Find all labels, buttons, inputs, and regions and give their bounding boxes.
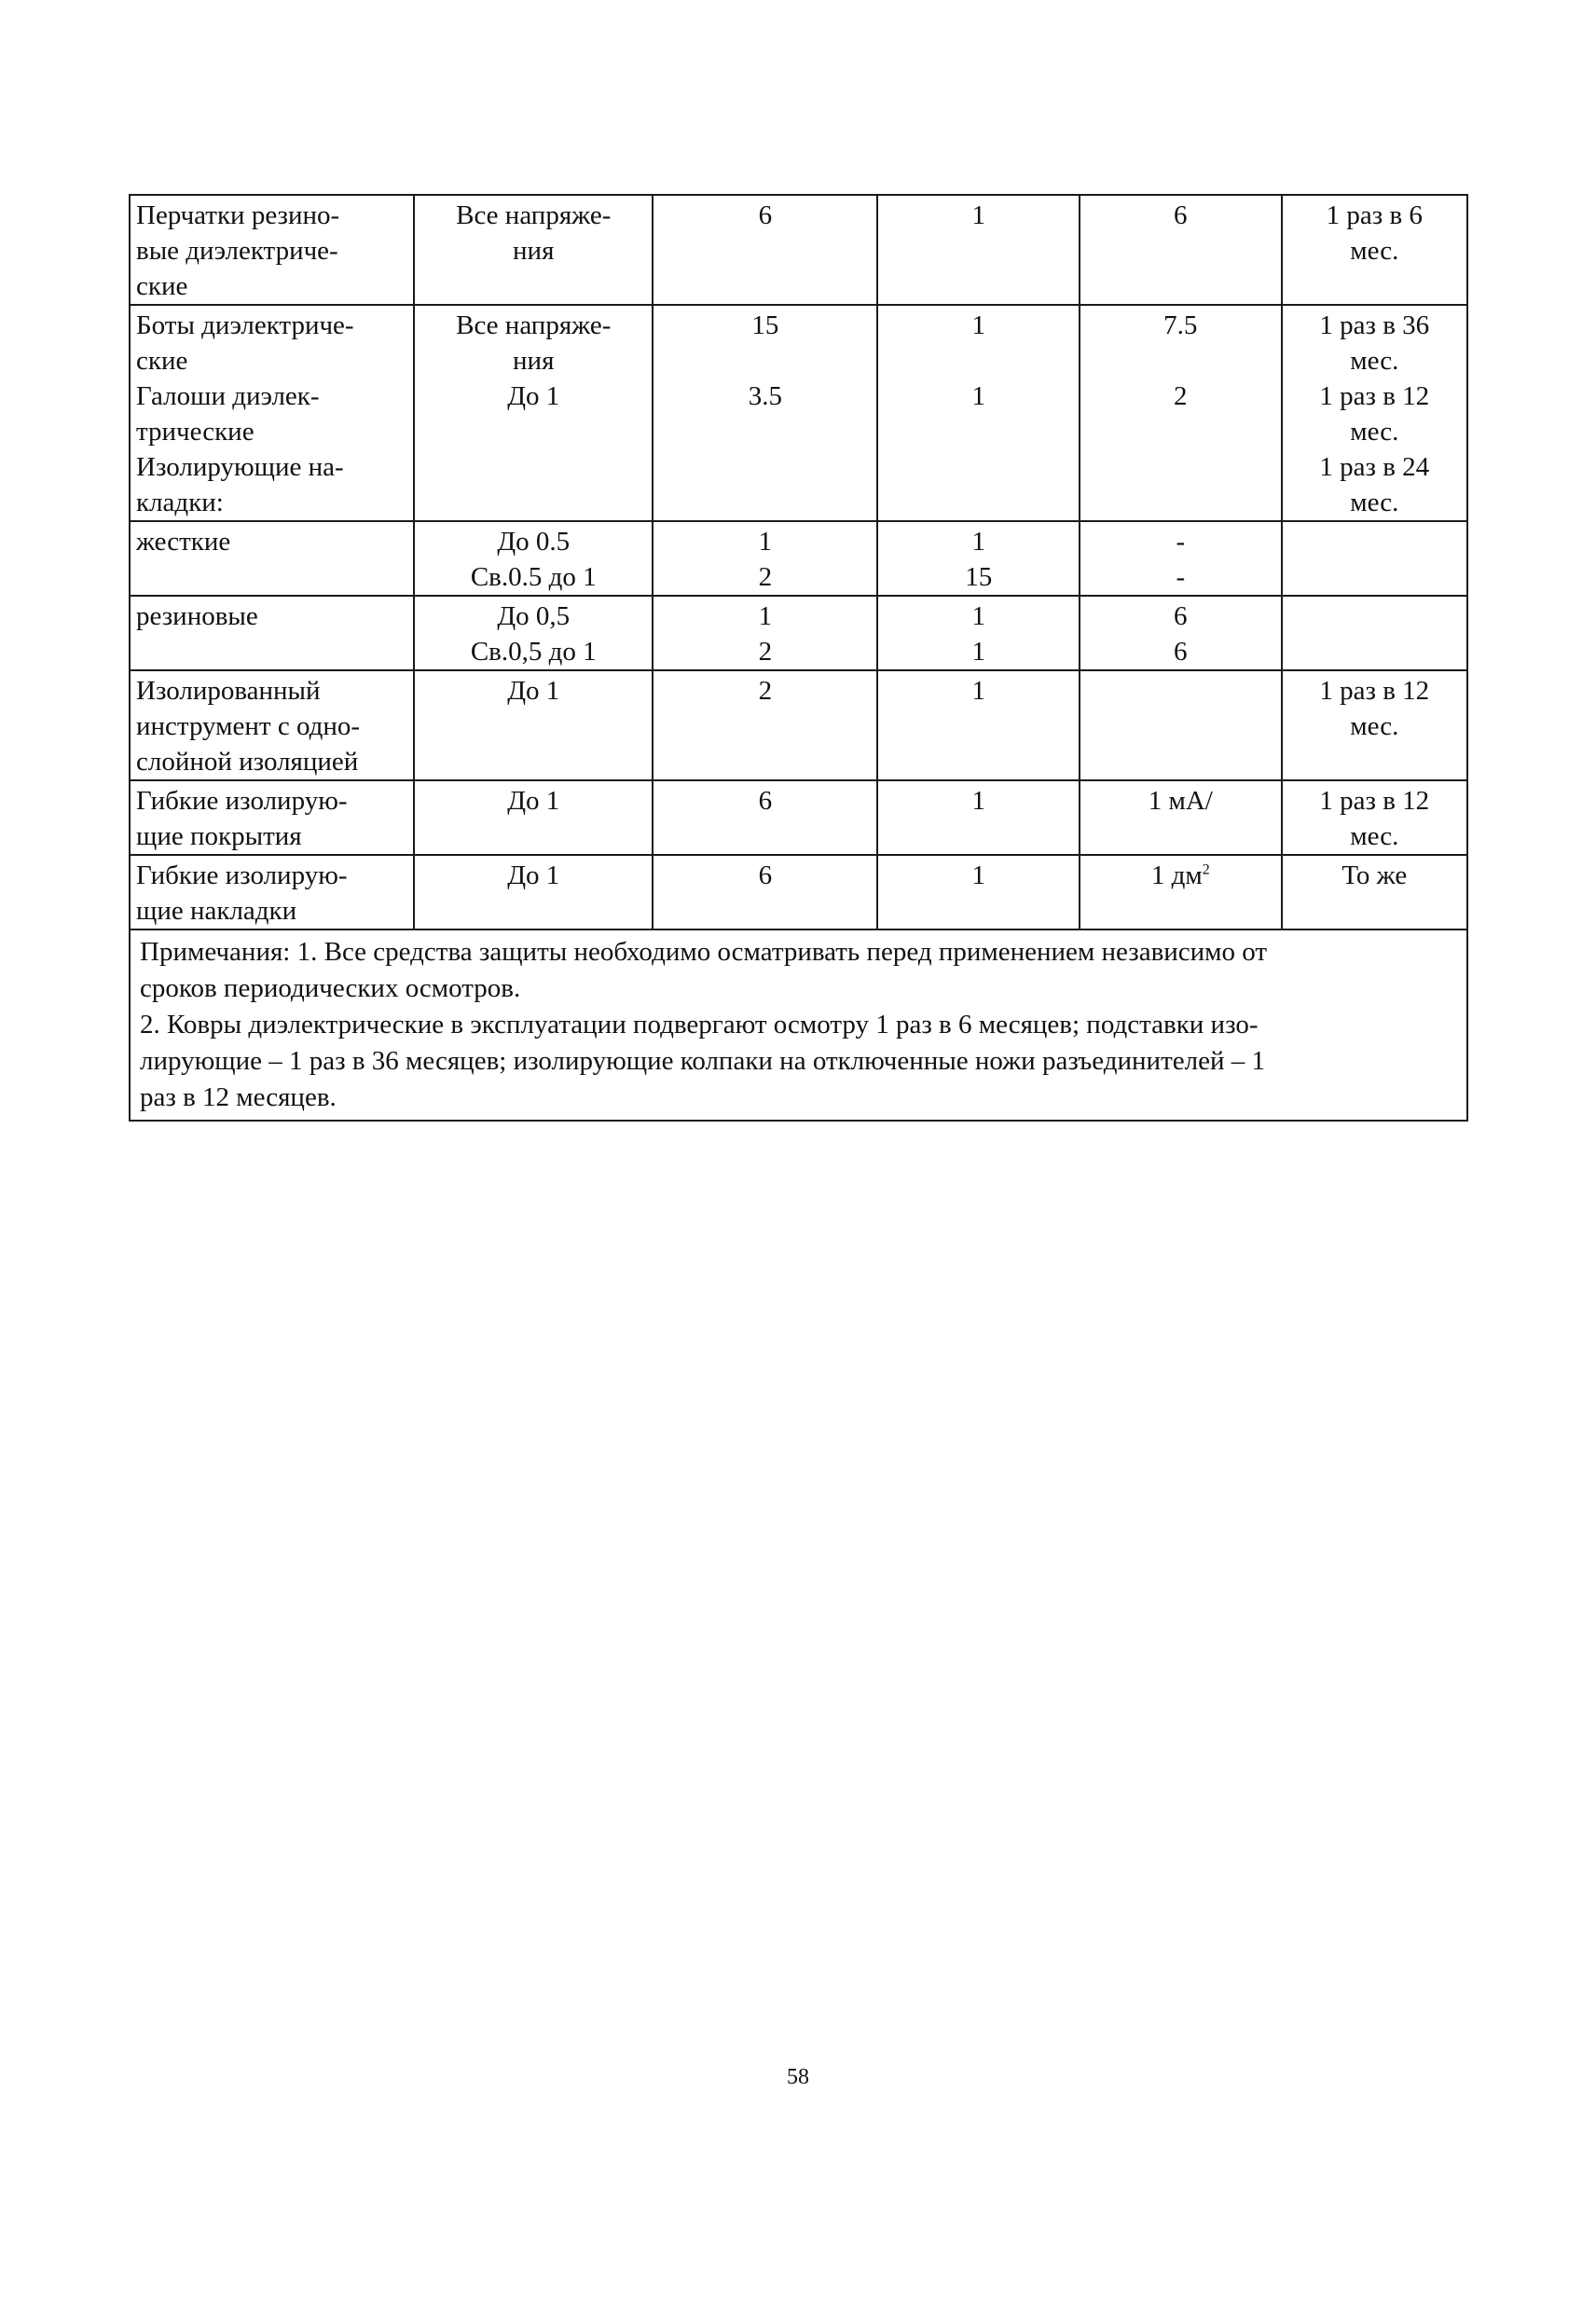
cell-line: - (1176, 527, 1186, 557)
cell-line: кладки: (136, 488, 224, 517)
cell-line: - (1176, 562, 1186, 592)
page-number: 58 (787, 2065, 809, 2089)
cell-line: 2 (758, 562, 773, 592)
value-cell-5 (1080, 855, 1282, 929)
inspection-period-cell (1282, 780, 1467, 855)
protective-equipment-table (129, 194, 1468, 1122)
value-cell-5 (1080, 521, 1282, 596)
cell-line: 1 (971, 676, 985, 706)
value-cell-4 (877, 855, 1080, 929)
cell-line: Св.0,5 до 1 (470, 637, 597, 667)
cell-line (659, 343, 871, 379)
notes-cell (130, 929, 1467, 1121)
cell-line: 1 мА/ (1148, 786, 1213, 816)
table-row (130, 305, 1467, 521)
value-cell-3 (653, 670, 877, 780)
value-cell-3 (653, 195, 877, 305)
value-cell-5 (1080, 780, 1282, 855)
cell-line: 6 (1174, 200, 1188, 230)
value-cell-3 (653, 305, 877, 521)
table-row (130, 780, 1467, 855)
value-cell-4 (877, 195, 1080, 305)
table-row (130, 195, 1467, 305)
voltage-cell (414, 521, 653, 596)
table-row (130, 670, 1467, 780)
cell-line: 1 раз в 12 (1319, 381, 1430, 411)
value-cell-4 (877, 521, 1080, 596)
cell-line: 1 (971, 786, 985, 816)
voltage-cell (414, 305, 653, 521)
cell-line: резиновые (136, 601, 258, 631)
table-row (130, 855, 1467, 929)
cell-line: щие накладки (136, 896, 297, 926)
cell-line: 15 (965, 562, 993, 592)
voltage-cell (414, 855, 653, 929)
cell-line: 2 (1174, 381, 1188, 411)
cell-line: 2 (758, 676, 773, 706)
cell-line: инструмент с одно- (136, 711, 361, 741)
item-name-cell (130, 780, 414, 855)
cell-line: До 1 (507, 676, 560, 706)
voltage-cell (414, 596, 653, 670)
cell-line: 6 (758, 786, 773, 816)
cell-line: Изолированный (136, 676, 321, 706)
cell-line: Св.0.5 до 1 (470, 562, 597, 592)
value-cell-4 (877, 305, 1080, 521)
cell-line-wrap (1086, 858, 1275, 893)
cell-line: До 0.5 (497, 527, 571, 557)
cell-line: 1 раз в 24 (1319, 452, 1430, 482)
cell-line: До 1 (507, 381, 560, 411)
cell-line: 1 (971, 860, 985, 890)
cell-line: 3.5 (748, 381, 782, 411)
cell-line: До 1 (507, 786, 560, 816)
cell-line: Галоши диэлек- (136, 381, 320, 411)
value-cell-4 (877, 596, 1080, 670)
cell-line: 1 раз в 6 (1326, 200, 1423, 230)
table-row (130, 521, 1467, 596)
cell-line: мес. (1350, 346, 1399, 376)
cell-line: То же (1341, 860, 1408, 890)
cell-line: мес. (1350, 236, 1399, 266)
cell-line: трические (136, 417, 255, 447)
cell-line: 1 дм (1150, 860, 1203, 890)
cell-line: ские (136, 271, 188, 301)
value-cell-4 (877, 780, 1080, 855)
cell-line: 1 (971, 310, 985, 340)
value-cell-3 (653, 780, 877, 855)
cell-line: мес. (1350, 821, 1399, 851)
cell-line: слойной изоляцией (136, 747, 359, 777)
inspection-period-cell (1282, 670, 1467, 780)
cell-line: мес. (1350, 488, 1399, 517)
note-line: сроков периодических осмотров. (140, 973, 521, 1003)
table-row (130, 596, 1467, 670)
cell-line: 1 (971, 601, 985, 631)
cell-line: 15 (751, 310, 779, 340)
item-name-cell (130, 195, 414, 305)
notes-row (130, 929, 1467, 1121)
cell-line: 1 раз в 12 (1319, 676, 1430, 706)
cell-line: Все напряже- (456, 200, 612, 230)
cell-line: мес. (1350, 711, 1399, 741)
cell-line: 1 (971, 200, 985, 230)
value-cell-5 (1080, 596, 1282, 670)
value-cell-3 (653, 521, 877, 596)
cell-line: 1 (971, 637, 985, 667)
cell-line: 6 (758, 200, 773, 230)
cell-line: 1 (971, 527, 985, 557)
cell-line: Перчатки резино- (136, 200, 340, 230)
cell-line: 6 (1174, 601, 1188, 631)
cell-line: жесткие (136, 527, 231, 557)
cell-line: Гибкие изолирую- (136, 860, 348, 890)
note-line: 2. Ковры диэлектрические в эксплуатации подвергают осмотру 1 раз в 6 месяцев; подставки изо- (140, 1010, 1259, 1039)
cell-line: 1 раз в 12 (1319, 786, 1430, 816)
voltage-cell (414, 780, 653, 855)
value-cell-3 (653, 855, 877, 929)
cell-line: 6 (758, 860, 773, 890)
cell-line: Боты диэлектриче- (136, 310, 354, 340)
item-name-cell (130, 521, 414, 596)
value-cell-4 (877, 670, 1080, 780)
inspection-period-cell (1282, 521, 1467, 596)
value-cell-5 (1080, 195, 1282, 305)
item-name-cell (130, 305, 414, 521)
item-name-cell (130, 855, 414, 929)
cell-line: 6 (1174, 637, 1188, 667)
cell-line: Все напряже- (456, 310, 612, 340)
item-name-cell (130, 596, 414, 670)
voltage-cell (414, 195, 653, 305)
superscript: 2 (1202, 861, 1210, 878)
cell-line: ния (513, 236, 555, 266)
cell-line (1086, 343, 1275, 379)
note-line: Примечания: 1. Все средства защиты необходимо осматривать перед применением независимо от (140, 937, 1268, 967)
cell-line: До 1 (507, 860, 560, 890)
table-body (130, 195, 1467, 1121)
item-name-cell (130, 670, 414, 780)
cell-line: щие покрытия (136, 821, 302, 851)
inspection-period-cell (1282, 305, 1467, 521)
cell-line: 1 (758, 601, 773, 631)
value-cell-5 (1080, 305, 1282, 521)
cell-line: ния (513, 346, 555, 376)
cell-line: Гибкие изолирую- (136, 786, 348, 816)
cell-line: 7.5 (1163, 310, 1198, 340)
cell-line (884, 343, 1073, 379)
note-line: раз в 12 месяцев. (140, 1082, 337, 1112)
cell-line: Изолирующие на- (136, 452, 344, 482)
inspection-period-cell (1282, 855, 1467, 929)
value-cell-5 (1080, 670, 1282, 780)
cell-line: 1 (971, 381, 985, 411)
cell-line: мес. (1350, 417, 1399, 447)
inspection-period-cell (1282, 195, 1467, 305)
inspection-period-cell (1282, 596, 1467, 670)
cell-line: 2 (758, 637, 773, 667)
voltage-cell (414, 670, 653, 780)
cell-line: ские (136, 346, 188, 376)
cell-line: 1 (758, 527, 773, 557)
cell-line: вые диэлектриче- (136, 236, 338, 266)
cell-line: 1 раз в 36 (1319, 310, 1430, 340)
cell-line: До 0,5 (497, 601, 571, 631)
value-cell-3 (653, 596, 877, 670)
note-line: лирующие – 1 раз в 36 месяцев; изолирующие колпаки на отключенные ножи разъединителей – 1 (140, 1046, 1265, 1076)
